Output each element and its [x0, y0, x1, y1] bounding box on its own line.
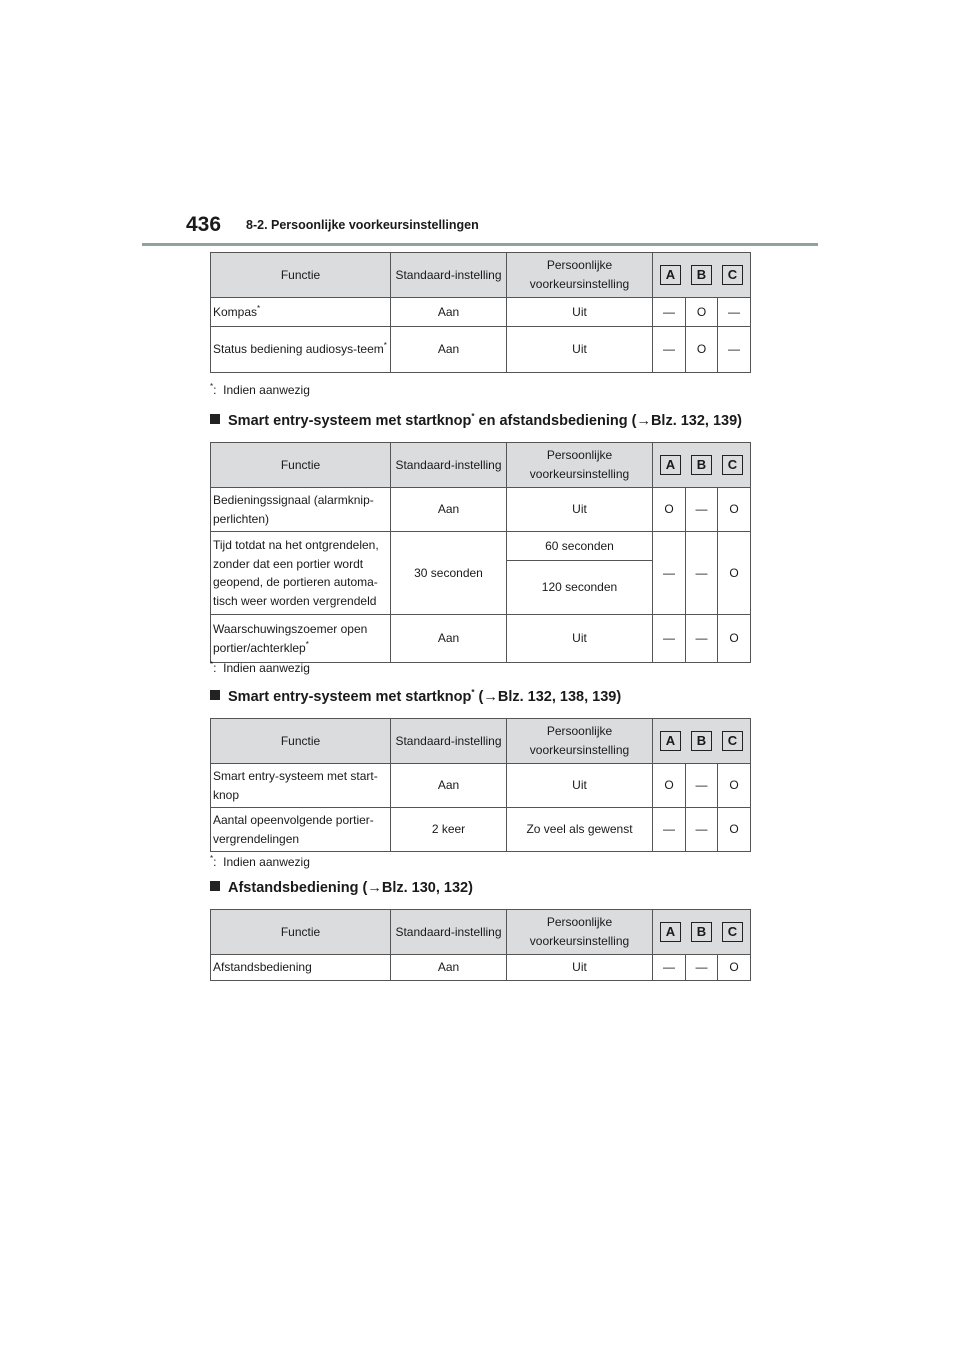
cell-a: — — [653, 298, 686, 327]
cell-a: — — [653, 615, 686, 663]
header-abc — [653, 910, 751, 955]
cell-b: — — [686, 808, 718, 852]
table-header — [211, 910, 751, 955]
section-title: 8-2. Persoonlijke voorkeursinstellingen — [246, 218, 479, 232]
cell-std: 2 keer — [391, 808, 507, 852]
square-bullet-icon — [210, 881, 220, 891]
cell-pers: Uit — [507, 764, 653, 808]
box-b-icon: B — [691, 922, 712, 942]
cell-functie: Waarschuwingszoemer open portier/achterklep* — [211, 615, 391, 663]
square-bullet-icon — [210, 414, 220, 424]
table-row — [211, 764, 751, 808]
cell-c: — — [718, 327, 751, 373]
table-row — [211, 615, 751, 663]
box-c-icon: C — [722, 731, 743, 751]
header-divider — [142, 243, 818, 246]
table-header — [211, 719, 751, 764]
cell-pers: Uit — [507, 955, 653, 981]
arrow-icon: → — [367, 880, 382, 896]
header-standaard: Standaard-instelling — [391, 719, 507, 764]
cell-std: Aan — [391, 955, 507, 981]
cell-a: — — [653, 327, 686, 373]
cell-a: O — [653, 764, 686, 808]
box-b-icon: B — [691, 455, 712, 475]
cell-b: — — [686, 615, 718, 663]
settings-table-4 — [210, 909, 750, 981]
cell-b: O — [686, 327, 718, 373]
cell-c: O — [718, 955, 751, 981]
table-row — [211, 488, 751, 532]
table-header — [211, 253, 751, 298]
cell-c: — — [718, 298, 751, 327]
header-functie: Functie — [211, 719, 391, 764]
cell-functie: Afstandsbediening — [211, 955, 391, 981]
cell-b: — — [686, 764, 718, 808]
table-row — [211, 327, 751, 373]
box-a-icon: A — [660, 922, 681, 942]
table-row — [211, 808, 751, 852]
arrow-icon: → — [636, 412, 651, 429]
cell-b: O — [686, 298, 718, 327]
box-b-icon: B — [691, 731, 712, 751]
cell-std: Aan — [391, 488, 507, 532]
cell-pers: Uit — [507, 327, 653, 373]
cell-functie: Bedieningssignaal (alarmknip-perlichten) — [211, 488, 391, 532]
footnote: *: Indien aanwezig — [210, 660, 310, 675]
cell-b: — — [686, 955, 718, 981]
cell-c: O — [718, 615, 751, 663]
box-c-icon: C — [722, 265, 743, 285]
header-abc — [653, 443, 751, 488]
box-c-icon: C — [722, 455, 743, 475]
cell-pers-option: 60 seconden — [545, 538, 614, 553]
settings-table-2 — [210, 442, 750, 663]
box-a-icon: A — [660, 455, 681, 475]
box-b-icon: B — [691, 265, 712, 285]
header-functie: Functie — [211, 910, 391, 955]
cell-std: 30 seconden — [391, 532, 507, 615]
cell-functie: Smart entry-systeem met start-knop — [211, 764, 391, 808]
footnote: *: Indien aanwezig — [210, 382, 310, 397]
cell-functie: Kompas* — [211, 298, 391, 327]
cell-c: O — [718, 764, 751, 808]
header-persoonlijk: Persoonlijke voorkeursinstelling — [507, 443, 653, 488]
table-header — [211, 443, 751, 488]
header-functie: Functie — [211, 253, 391, 298]
cell-a: — — [653, 955, 686, 981]
cell-pers: Uit — [507, 615, 653, 663]
box-c-icon: C — [722, 922, 743, 942]
cell-a: — — [653, 532, 686, 615]
cell-pers: Uit — [507, 488, 653, 532]
cell-std: Aan — [391, 615, 507, 663]
footnote: *: Indien aanwezig — [210, 854, 310, 869]
header-persoonlijk: Persoonlijke voorkeursinstelling — [507, 910, 653, 955]
header-standaard: Standaard-instelling — [391, 910, 507, 955]
box-a-icon: A — [660, 731, 681, 751]
cell-c: O — [718, 808, 751, 852]
cell-b: — — [686, 488, 718, 532]
header-abc — [653, 719, 751, 764]
cell-std: Aan — [391, 327, 507, 373]
header-functie: Functie — [211, 443, 391, 488]
header-standaard: Standaard-instelling — [391, 443, 507, 488]
subheading-remote: Afstandsbediening (→Blz. 130, 132) — [210, 880, 473, 896]
cell-pers: Uit — [507, 298, 653, 327]
table-row — [211, 955, 751, 981]
header-abc — [653, 253, 751, 298]
subheading-smart-entry-remote: Smart entry-systeem met startknop* en afstandsbediening (→Blz. 132, 139) — [210, 412, 742, 429]
cell-b: — — [686, 532, 718, 615]
page-number: 436 — [186, 213, 222, 236]
cell-functie: Status bediening audiosys-teem* — [211, 327, 391, 373]
square-bullet-icon — [210, 690, 220, 700]
cell-pers-split — [507, 532, 653, 615]
cell-std: Aan — [391, 298, 507, 327]
cell-a: — — [653, 808, 686, 852]
subheading-smart-entry: Smart entry-systeem met startknop* (→Blz. 132, 138, 139) — [210, 688, 621, 705]
header-standaard: Standaard-instelling — [391, 253, 507, 298]
cell-c: O — [718, 488, 751, 532]
cell-a: O — [653, 488, 686, 532]
cell-functie: Tijd totdat na het ontgrendelen, zonder dat een portier wordt geopend, de portieren automa-tisch weer worden vergrendeld — [211, 532, 391, 615]
cell-c: O — [718, 532, 751, 615]
box-a-icon: A — [660, 265, 681, 285]
table-row — [211, 298, 751, 327]
cell-functie: Aantal opeenvolgende portier-vergrendelingen — [211, 808, 391, 852]
table-row — [211, 532, 751, 615]
settings-table-3 — [210, 718, 750, 852]
settings-table-1 — [210, 252, 750, 373]
arrow-icon: → — [483, 688, 498, 705]
cell-std: Aan — [391, 764, 507, 808]
cell-pers-option: 120 seconden — [507, 560, 652, 613]
cell-pers: Zo veel als gewenst — [507, 808, 653, 852]
header-persoonlijk: Persoonlijke voorkeursinstelling — [507, 719, 653, 764]
header-persoonlijk: Persoonlijke voorkeursinstelling — [507, 253, 653, 298]
